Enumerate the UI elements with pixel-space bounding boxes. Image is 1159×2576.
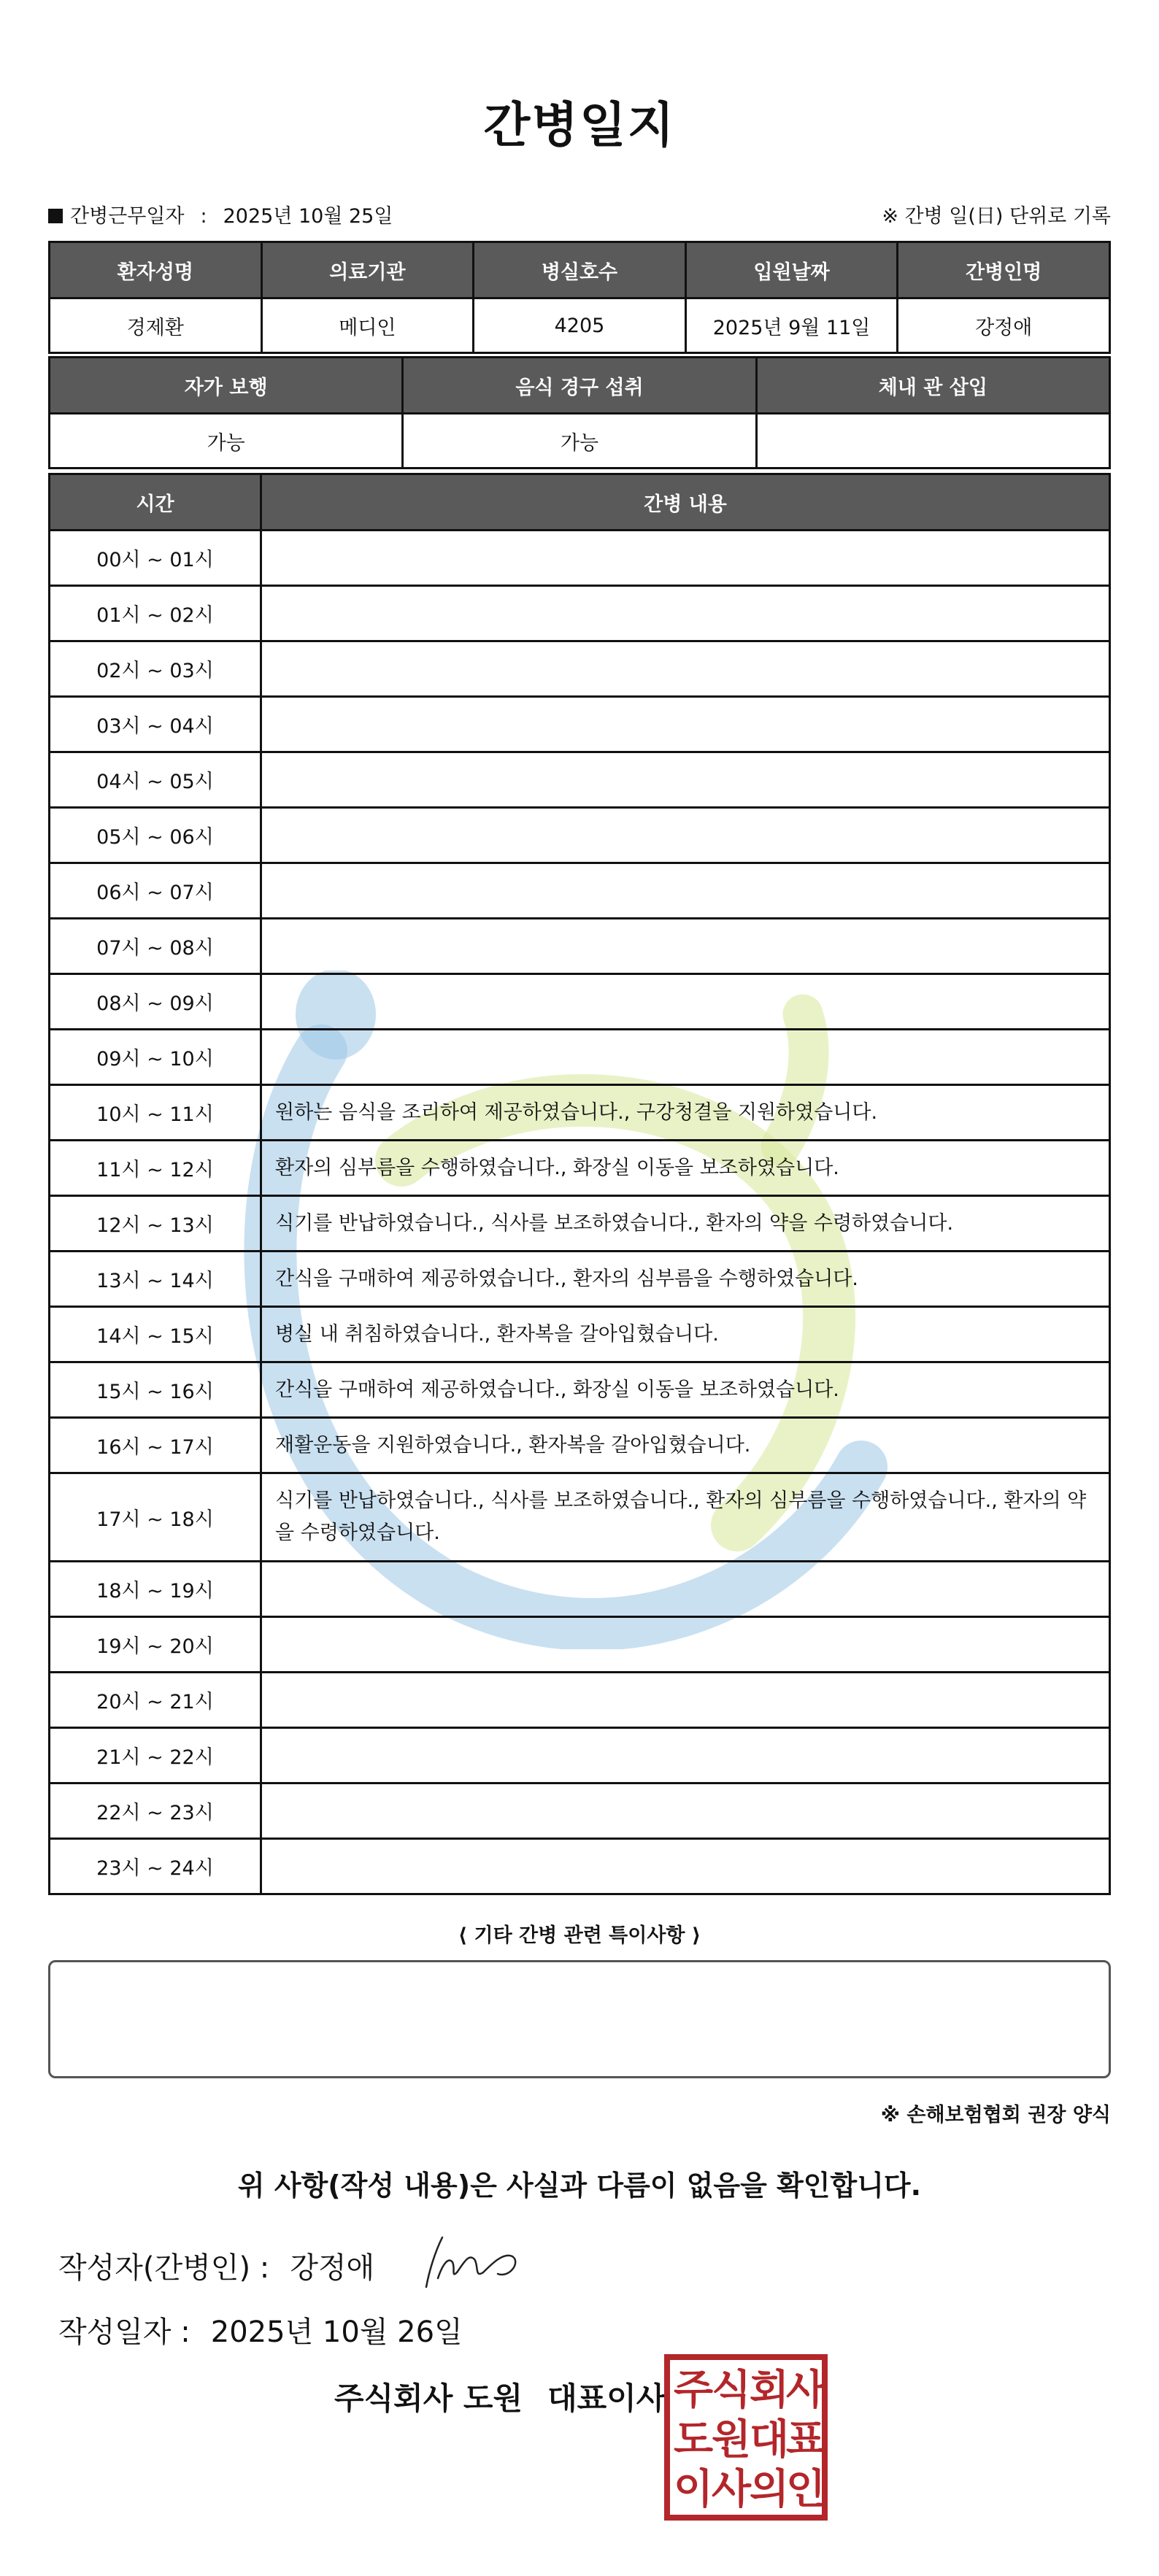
- work-date-value: 2025년 10월 25일: [223, 205, 393, 228]
- care-content: [261, 697, 1110, 752]
- time-slot: 10시 ~ 11시: [50, 1085, 261, 1141]
- table-row: [50, 586, 1110, 641]
- header-admission-date: 입원날짜: [685, 242, 898, 298]
- care-content: 환자의 심부름을 수행하였습니다., 화장실 이동을 보조하였습니다.: [261, 1141, 1110, 1196]
- care-content: 식기를 반납하였습니다., 식사를 보조하였습니다., 환자의 심부름을 수행하였습니다., 환자의 약을 수령하였습니다.: [261, 1473, 1110, 1562]
- svg-text:대: 대: [749, 2416, 790, 2464]
- time-slot: 07시 ~ 08시: [50, 919, 261, 974]
- time-slot: 11시 ~ 12시: [50, 1141, 261, 1196]
- admission-date: 2025년 9월 11일: [685, 298, 898, 353]
- care-content: [261, 1673, 1110, 1728]
- time-slot: 03시 ~ 04시: [50, 697, 261, 752]
- care-content: 간식을 구매하여 제공하였습니다., 화장실 이동을 보조하였습니다.: [261, 1362, 1110, 1418]
- author-line: [58, 2245, 374, 2286]
- care-content: [261, 1562, 1110, 1617]
- time-slot: 00시 ~ 01시: [50, 531, 261, 586]
- svg-text:인: 인: [785, 2466, 826, 2513]
- svg-text:원: 원: [711, 2416, 752, 2464]
- header-patient-name: 환자성명: [50, 242, 262, 298]
- table-row: [50, 863, 1110, 919]
- table-row: [50, 531, 1110, 586]
- time-slot: 02시 ~ 03시: [50, 641, 261, 697]
- time-slot: 16시 ~ 17시: [50, 1418, 261, 1473]
- hospital-name: 메디인: [261, 298, 474, 353]
- work-date-line: 간병근무일자 : 2025년 10월 25일: [48, 200, 393, 228]
- time-slot: 12시 ~ 13시: [50, 1196, 261, 1252]
- care-content: 식기를 반납하였습니다., 식사를 보조하였습니다., 환자의 약을 수령하였습니다.: [261, 1196, 1110, 1252]
- handwritten-signature: [416, 2227, 533, 2293]
- time-slot: 01시 ~ 02시: [50, 586, 261, 641]
- table-row: [50, 1085, 1110, 1141]
- care-content: [261, 974, 1110, 1030]
- time-slot: 15시 ~ 16시: [50, 1362, 261, 1418]
- patient-status-table: [48, 356, 1111, 469]
- document-title: 간병일지: [483, 97, 676, 153]
- care-content: [261, 808, 1110, 863]
- time-slot: 18시 ~ 19시: [50, 1562, 261, 1617]
- author-label: 작성자(간병인) :: [58, 2251, 270, 2285]
- svg-text:식: 식: [711, 2367, 752, 2414]
- special-notes-box: [48, 1960, 1111, 2078]
- care-content: 병실 내 취침하였습니다., 환자복을 갈아입혔습니다.: [261, 1307, 1110, 1362]
- time-slot: 14시 ~ 15시: [50, 1307, 261, 1362]
- table-row: [50, 641, 1110, 697]
- time-slot: 06시 ~ 07시: [50, 863, 261, 919]
- time-slot: 23시 ~ 24시: [50, 1839, 261, 1894]
- author-name: 강정애: [290, 2251, 375, 2285]
- care-content: 재활운동을 지원하였습니다., 환자복을 갈아입혔습니다.: [261, 1418, 1110, 1473]
- table-row: [50, 1728, 1110, 1783]
- care-content: [261, 531, 1110, 586]
- care-content: 간식을 구매하여 제공하였습니다., 환자의 심부름을 수행하였습니다.: [261, 1252, 1110, 1307]
- patient-name: 경제환: [50, 298, 262, 353]
- care-content: [261, 1617, 1110, 1673]
- svg-text:사: 사: [785, 2367, 826, 2414]
- square-bullet-icon: [48, 209, 63, 223]
- recommended-form-note: ※ 손해보험협회 권장 양식: [880, 2104, 1111, 2126]
- svg-text:주: 주: [673, 2367, 714, 2414]
- table-row: [50, 1141, 1110, 1196]
- time-slot: 13시 ~ 14시: [50, 1252, 261, 1307]
- table-row: [50, 1783, 1110, 1839]
- table-row: [50, 974, 1110, 1030]
- table-row: [50, 1030, 1110, 1085]
- header-oral-intake: 음식 경구 섭취: [403, 358, 756, 414]
- svg-text:표: 표: [785, 2416, 826, 2464]
- oral-intake-value: 가능: [403, 414, 756, 468]
- care-content: [261, 863, 1110, 919]
- time-slot: 09시 ~ 10시: [50, 1030, 261, 1085]
- svg-text:사: 사: [711, 2466, 752, 2513]
- time-slot: 05시 ~ 06시: [50, 808, 261, 863]
- table-row: [50, 1307, 1110, 1362]
- time-slot: 19시 ~ 20시: [50, 1617, 261, 1673]
- svg-text:의: 의: [749, 2466, 790, 2513]
- svg-text:도: 도: [673, 2416, 714, 2464]
- header-hospital: 의료기관: [261, 242, 474, 298]
- time-slot: 22시 ~ 23시: [50, 1783, 261, 1839]
- care-content: [261, 1783, 1110, 1839]
- header-self-walking: 자가 보행: [50, 358, 403, 414]
- header-time: 시간: [50, 474, 261, 531]
- care-content: [261, 1728, 1110, 1783]
- care-content: [261, 586, 1110, 641]
- svg-text:이: 이: [673, 2466, 714, 2513]
- time-slot: 08시 ~ 09시: [50, 974, 261, 1030]
- work-date-label: 간병근무일자: [70, 205, 185, 228]
- room-number: 4205: [474, 298, 686, 353]
- company-role: 대표이사: [547, 2380, 666, 2416]
- time-slot: 04시 ~ 05시: [50, 752, 261, 808]
- special-notes-title: ⟨ 기타 간병 관련 특이사항 ⟩: [458, 1924, 701, 1947]
- unit-note: ※ 간병 일(日) 단위로 기록: [882, 205, 1111, 228]
- table-row: [50, 808, 1110, 863]
- written-date-value: 2025년 10월 26일: [210, 2315, 463, 2349]
- care-content: [261, 752, 1110, 808]
- table-row: [50, 1673, 1110, 1728]
- tube-insertion-value: [756, 414, 1109, 468]
- table-row: [50, 1196, 1110, 1252]
- time-slot: 20시 ~ 21시: [50, 1673, 261, 1728]
- header-tube-insertion: 체내 관 삽입: [756, 358, 1109, 414]
- table-row: [50, 752, 1110, 808]
- company-name: 주식회사 도원: [334, 2380, 523, 2416]
- self-walking-value: 가능: [50, 414, 403, 468]
- table-row: [50, 1473, 1110, 1562]
- care-content: [261, 1839, 1110, 1894]
- written-date-label: 작성일자 :: [58, 2315, 190, 2349]
- table-row: [50, 1617, 1110, 1673]
- care-content: [261, 1030, 1110, 1085]
- time-slot: 21시 ~ 22시: [50, 1728, 261, 1783]
- table-row: [50, 1418, 1110, 1473]
- company-seal: [664, 2354, 828, 2521]
- table-row: [50, 1839, 1110, 1894]
- caregiver-name: 강정애: [898, 298, 1110, 353]
- table-row: [50, 1562, 1110, 1617]
- header-care-content: 간병 내용: [261, 474, 1110, 531]
- care-log-table: [48, 473, 1111, 1895]
- table-row: [50, 1362, 1110, 1418]
- table-row: [50, 697, 1110, 752]
- header-caregiver: 간병인명: [898, 242, 1110, 298]
- patient-info-table: [48, 241, 1111, 354]
- table-row: [50, 1252, 1110, 1307]
- table-row: [50, 919, 1110, 974]
- care-content: [261, 919, 1110, 974]
- time-slot: 17시 ~ 18시: [50, 1473, 261, 1562]
- written-date-line: [58, 2309, 463, 2351]
- care-content: 원하는 음식을 조리하여 제공하였습니다., 구강청결을 지원하였습니다.: [261, 1085, 1110, 1141]
- company-signature-line: [334, 2375, 666, 2418]
- confirmation-statement: 위 사항(작성 내용)은 사실과 다름이 없음을 확인합니다.: [237, 2170, 922, 2202]
- svg-text:회: 회: [749, 2367, 790, 2414]
- header-room: 병실호수: [474, 242, 686, 298]
- care-content: [261, 641, 1110, 697]
